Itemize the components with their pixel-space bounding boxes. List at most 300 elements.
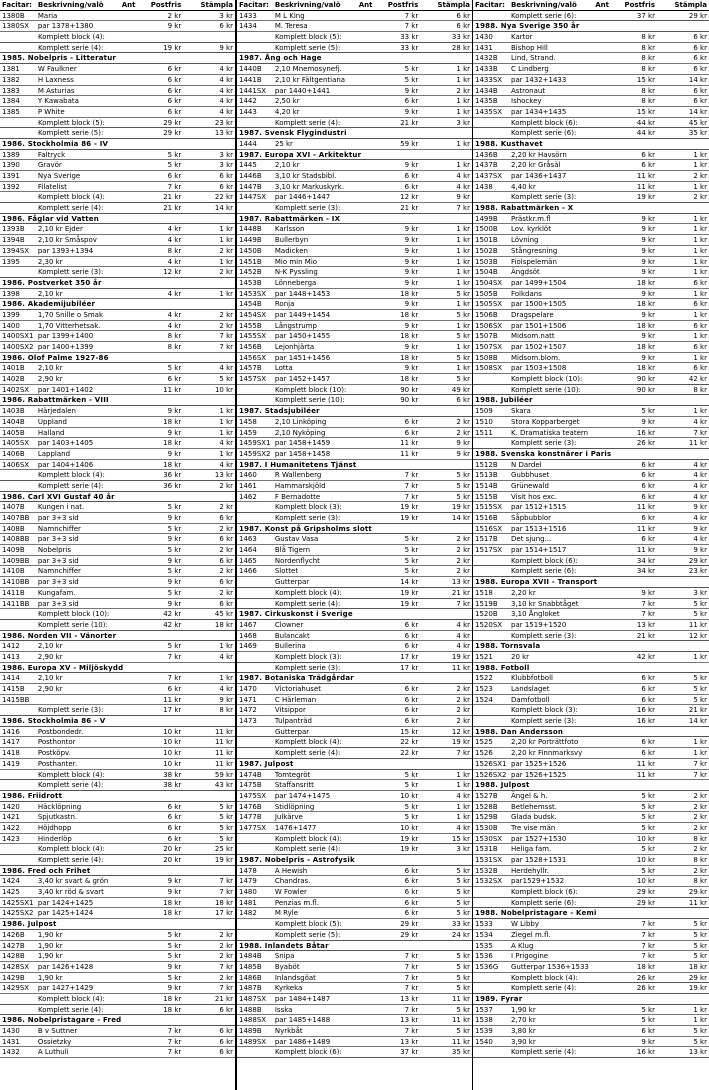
price-used: 9 kr [456, 193, 471, 202]
facit-number: 1421 [2, 813, 20, 822]
price-mint: 6 kr [167, 107, 182, 116]
quantity [356, 246, 375, 256]
description: par 1484+1487 [274, 994, 331, 1003]
facit-number: 1513B [475, 471, 498, 480]
price-mint: 5 kr [167, 161, 182, 170]
stamp-row [473, 823, 709, 834]
price-mint: 13 kr [400, 1037, 419, 1046]
price-used: 1 kr [456, 65, 471, 74]
price-used: 4 kr [693, 514, 707, 522]
facit-number: 1534 [475, 930, 493, 939]
description: Fiolspelemän [511, 257, 557, 266]
price-used: 8 kr [693, 385, 707, 394]
quantity [356, 930, 375, 940]
stamp-row [237, 620, 472, 631]
section-title: 1988. Fotboll [475, 663, 530, 672]
price-mint: 5 kr [641, 791, 655, 800]
price-used: 5 kr [219, 375, 234, 384]
quantity [119, 11, 138, 21]
section-title: 1989. Fyrar [475, 994, 523, 1003]
description: Hammarskjöld [274, 481, 326, 490]
facit-number: 1456B [239, 343, 262, 351]
price-mint: 37 kr [636, 11, 655, 20]
description: Byaböt [274, 962, 300, 971]
facit-number: 1503B [475, 257, 498, 266]
header-price-mint: Postfris [387, 1, 419, 9]
stamp-row [0, 331, 235, 342]
facit-number: 1454SX [239, 310, 267, 319]
stamp-row [473, 321, 709, 332]
facit-number: 1480 [239, 888, 257, 897]
facit-number: 1433B [475, 65, 498, 74]
stamp-row [237, 545, 472, 556]
price-mint: 18 kr [400, 289, 419, 298]
price-mint: 9 kr [641, 310, 655, 319]
stamp-row [473, 695, 709, 706]
section-heading [237, 53, 472, 64]
facit-number: 1407B [2, 503, 25, 512]
price-used: 7 kr [219, 332, 234, 341]
quantity [356, 64, 375, 74]
quantity [119, 641, 138, 651]
facit-number: 1487B [239, 984, 262, 993]
price-used: 11 kr [688, 620, 707, 629]
header-quantity: Ant [121, 1, 136, 9]
price-mint: 11 kr [163, 695, 182, 704]
quantity [592, 257, 611, 267]
section-title: 1986. Europa XV - Miljöskydd [2, 663, 124, 672]
stamp-row [473, 620, 709, 631]
price-mint: 90 kr [636, 375, 655, 384]
quantity [356, 1026, 375, 1036]
quantity [592, 64, 611, 74]
facit-number: 1529B [475, 813, 498, 822]
facit-number: 1430 [2, 1027, 20, 1035]
price-mint: 9 kr [167, 962, 182, 971]
stamp-row [0, 246, 235, 257]
facit-number: 1402SX [2, 385, 30, 394]
quantity [592, 481, 611, 491]
price-used: 8 kr [219, 706, 233, 715]
price-used: 12 kr [451, 727, 470, 736]
stamp-row [473, 941, 709, 952]
facit-number: 1446B [239, 172, 262, 180]
header-price-mint: Postfris [624, 1, 655, 9]
facit-number: 1478 [239, 866, 257, 875]
column-header-row [237, 0, 472, 11]
description: Komplett serie (5): [275, 43, 341, 52]
facit-number: 1474B [239, 770, 262, 779]
facit-number: 1516SX [475, 524, 503, 533]
price-used: 1 kr [456, 161, 471, 170]
total-row [237, 727, 472, 738]
price-mint: 26 kr [636, 439, 655, 448]
price-used: 1 kr [219, 257, 234, 266]
quantity [356, 652, 375, 662]
price-used: 1 kr [693, 749, 707, 758]
price-mint: 19 kr [400, 503, 419, 512]
description: Bullerina [274, 642, 306, 651]
stamp-row [237, 224, 472, 235]
stamp-row [0, 1026, 235, 1037]
quantity [356, 182, 375, 192]
price-mint: 11 kr [400, 449, 419, 458]
description: 4,40 kr [511, 182, 536, 191]
description: par 1401+1402 [37, 385, 94, 394]
quantity [356, 11, 375, 21]
stamp-row [0, 673, 235, 684]
stamp-row [473, 609, 709, 620]
price-mint: 6 kr [404, 877, 419, 886]
price-used: 5 kr [219, 823, 234, 832]
quantity [356, 86, 375, 96]
quantity [119, 823, 138, 833]
price-mint: 7 kr [404, 11, 419, 20]
description: Komplett serie (4): [511, 984, 577, 993]
header-price-mint: Postfris [150, 1, 182, 9]
quantity [592, 107, 611, 117]
facit-number: 1457SX [239, 375, 267, 384]
stamp-row [0, 107, 235, 118]
price-used: 5 kr [456, 332, 471, 341]
price-used: 45 kr [214, 610, 233, 619]
price-mint: 7 kr [404, 1027, 419, 1035]
price-used: 1 kr [219, 236, 234, 245]
quantity [119, 876, 138, 886]
description: Komplett block (10): [511, 375, 583, 384]
price-mint: 5 kr [641, 823, 655, 832]
description: Postbondedr. [37, 727, 84, 736]
facit-number: 1384 [2, 97, 20, 106]
price-mint: 6 kr [167, 813, 182, 822]
quantity [592, 823, 611, 833]
facit-number: 1486B [239, 973, 262, 982]
description: Chandras. [274, 877, 311, 886]
stamp-row [473, 834, 709, 845]
price-mint: 7 kr [641, 610, 655, 619]
price-used: 7 kr [219, 962, 234, 971]
price-used: 3 kr [219, 150, 234, 159]
description: Grünewald [511, 481, 549, 490]
header-price-used: Stämpla [674, 1, 707, 9]
description: R Wallenberg [274, 471, 322, 480]
quantity [356, 267, 375, 277]
price-used: 11 kr [214, 727, 234, 736]
facit-number: 1419 [2, 759, 20, 768]
price-mint: 6 kr [167, 375, 182, 384]
price-used: 4 kr [456, 631, 471, 640]
description: par 1425+1424 [37, 909, 94, 918]
price-mint: 18 kr [400, 332, 419, 341]
quantity [119, 737, 138, 747]
facit-number: 1453B [239, 278, 262, 287]
facit-number: 1395 [2, 257, 20, 266]
description: Komplett serie (4): [38, 204, 104, 213]
price-used: 5 kr [456, 909, 471, 918]
description: Komplett serie (3): [275, 204, 341, 213]
facit-number: 1392 [2, 182, 20, 191]
quantity [592, 1015, 611, 1025]
quantity [592, 182, 611, 192]
quantity [356, 951, 375, 961]
price-used: 1 kr [693, 214, 707, 223]
description: Skara [511, 407, 531, 416]
facit-number: 1411B [2, 588, 25, 597]
price-used: 11 kr [451, 663, 470, 672]
price-used: 11 kr [214, 759, 234, 768]
quantity [356, 887, 375, 897]
price-used: 5 kr [456, 289, 471, 298]
stamp-row [0, 502, 235, 513]
price-mint: 5 kr [641, 407, 655, 416]
stamp-row [237, 566, 472, 577]
quantity [356, 203, 375, 213]
stamp-row [237, 1037, 472, 1048]
price-used: 2 kr [219, 321, 234, 330]
price-used: 6 kr [693, 97, 707, 106]
quantity [119, 513, 138, 523]
facit-number: 1530B [475, 823, 498, 832]
price-mint: 10 kr [636, 856, 655, 864]
facit-number: 1415B [2, 685, 25, 693]
stamp-row [237, 278, 472, 289]
description: 2,10 Mnemosynefj. [274, 65, 342, 74]
price-used: 5 kr [693, 674, 707, 683]
description: Komplett serie (4): [38, 1005, 104, 1014]
quantity [119, 363, 138, 373]
price-mint: 5 kr [641, 813, 655, 822]
price-mint: 8 kr [641, 33, 655, 42]
column-header-row [473, 0, 709, 11]
section-title: 1988. Svenska konstnärer i Paris [475, 449, 612, 458]
price-mint: 6 kr [404, 898, 419, 907]
price-mint: 18 kr [636, 300, 655, 309]
stamp-row [237, 342, 472, 353]
stamp-row [237, 171, 472, 182]
section-heading [237, 673, 472, 684]
facit-number: 1485B [239, 962, 262, 971]
description: 1,70 Snille o Smak [37, 310, 104, 319]
section-heading [0, 1015, 235, 1026]
stamp-row [473, 673, 709, 684]
total-row [473, 1047, 709, 1058]
section-heading [0, 353, 235, 364]
price-used: 1 kr [219, 417, 234, 426]
facit-number: 1519B [475, 599, 498, 608]
quantity [592, 192, 611, 202]
price-mint: 6 kr [404, 182, 419, 191]
facit-number: 1471 [239, 695, 257, 704]
description: par1529+1532 [511, 877, 565, 886]
price-mint: 5 kr [641, 1005, 655, 1014]
price-used: 4 kr [219, 107, 234, 116]
price-mint: 10 kr [400, 823, 419, 832]
stamp-row [473, 812, 709, 823]
quantity [592, 566, 611, 576]
price-mint: 10 kr [163, 727, 182, 736]
price-mint: 4 kr [167, 257, 182, 266]
quantity [592, 502, 611, 512]
price-used: 4 kr [693, 417, 707, 426]
description: Komplett serie (5): [38, 129, 104, 138]
total-row [473, 898, 709, 909]
stamp-row [237, 331, 472, 342]
stamp-row [237, 962, 472, 973]
description: Bulancakt [274, 631, 310, 640]
price-mint: 5 kr [404, 65, 419, 74]
stamp-row [0, 534, 235, 545]
quantity [592, 962, 611, 972]
description: Komplett block (6): [511, 556, 578, 565]
stamp-row [473, 96, 709, 107]
stamp-row [237, 951, 472, 962]
stamp-row [237, 908, 472, 919]
description: par 1525+1526 [511, 759, 567, 768]
total-row [473, 438, 709, 449]
stamp-row [473, 1005, 709, 1016]
section-heading [237, 759, 472, 770]
quantity [592, 1026, 611, 1036]
stamp-row [0, 962, 235, 973]
stamp-row [237, 246, 472, 257]
facit-number: 1531SX [475, 856, 503, 864]
facit-number: 1417 [2, 738, 20, 747]
price-used: 6 kr [219, 556, 234, 565]
price-mint: 9 kr [404, 364, 419, 373]
stamp-row [0, 385, 235, 396]
quantity [356, 599, 375, 609]
price-used: 7 kr [693, 428, 707, 437]
facit-number: 1394B [2, 236, 25, 245]
section-title: 1987. Stadsjubiléer [239, 407, 320, 416]
total-row [0, 780, 235, 791]
price-used: 6 kr [219, 514, 234, 522]
price-mint: 18 kr [163, 898, 182, 907]
facit-number: 1458 [239, 417, 257, 426]
quantity [119, 759, 138, 769]
quantity [119, 321, 138, 331]
description: Komplett serie (3): [511, 439, 577, 448]
section-heading [0, 395, 235, 406]
price-used: 4 kr [219, 86, 234, 95]
price-used: 2 kr [693, 813, 707, 822]
description: Gutterpar [275, 578, 310, 587]
facit-number: 1423 [2, 834, 20, 843]
stamp-row [237, 96, 472, 107]
stamp-row [237, 812, 472, 823]
stamp-row [237, 438, 472, 449]
facit-number: 1440B [239, 65, 262, 74]
price-used: 5 kr [693, 952, 707, 961]
price-used: 1 kr [456, 364, 471, 373]
price-mint: 5 kr [404, 556, 419, 565]
description: Stora Kopparberget [511, 417, 580, 426]
facit-number: 1523 [475, 685, 493, 693]
quantity [356, 342, 375, 352]
price-mint: 6 kr [404, 685, 419, 693]
facit-number: 1464 [239, 546, 257, 555]
stamp-row [237, 492, 472, 503]
price-used: 13 kr [214, 471, 233, 480]
stamp-row [0, 898, 235, 909]
price-mint: 21 kr [163, 204, 182, 213]
section-heading [0, 919, 235, 930]
price-mint: 21 kr [636, 631, 655, 640]
quantity [356, 866, 375, 876]
price-mint: 19 kr [163, 43, 182, 52]
catalog-column [473, 0, 709, 1090]
facit-number: 1412 [2, 642, 20, 651]
facit-number: 1405B [2, 428, 25, 437]
section-heading [0, 214, 235, 225]
quantity [119, 812, 138, 822]
facit-number: 1428B [2, 952, 25, 961]
stamp-row [237, 310, 472, 321]
quantity [592, 1005, 611, 1015]
price-mint: 19 kr [400, 514, 419, 522]
description: 2,10 kr Fältgentiana [274, 75, 346, 84]
facit-number: 1429B [2, 973, 25, 982]
facit-number: 1516B [475, 514, 498, 522]
facit-number: 1520B [475, 610, 498, 619]
price-used: 5 kr [693, 685, 707, 693]
quantity [592, 385, 611, 395]
price-mint: 5 kr [641, 845, 655, 854]
quantity [119, 43, 138, 53]
description: par 1499+1504 [511, 278, 567, 287]
price-mint: 20 kr [163, 856, 182, 864]
description: 2,20 kr Porträttfoto [511, 738, 579, 747]
total-row [237, 385, 472, 396]
quantity [119, 673, 138, 683]
price-mint: 18 kr [636, 364, 655, 373]
description: 3,40 kr svart & grön [37, 877, 109, 886]
stamp-row [473, 951, 709, 962]
stamp-row [473, 460, 709, 471]
price-used: 4 kr [456, 172, 471, 180]
total-row [237, 32, 472, 43]
facit-number: 1460 [239, 471, 257, 480]
description: par 3+3 sid [37, 535, 79, 544]
section-title: 1986. Nobelpristagare - Fred [2, 1016, 122, 1025]
price-mint: 19 kr [400, 599, 419, 608]
price-mint: 9 kr [641, 1037, 655, 1046]
price-used: 5 kr [219, 834, 234, 843]
description: Komplett serie (5): [275, 930, 341, 939]
quantity [356, 449, 375, 459]
total-row [473, 716, 709, 727]
quantity [356, 748, 375, 758]
quantity [119, 417, 138, 427]
quantity [119, 556, 138, 566]
stamp-row [473, 534, 709, 545]
facit-number: 1514B [475, 481, 498, 490]
quantity [356, 898, 375, 908]
facit-number: 1526SX2 [475, 770, 507, 779]
price-used: 6 kr [693, 343, 707, 351]
description: Postköpv. [37, 749, 71, 758]
price-mint: 6 kr [404, 428, 419, 437]
total-row [473, 118, 709, 129]
price-used: 5 kr [456, 471, 471, 480]
quantity [356, 780, 375, 790]
stamp-row [473, 278, 709, 289]
facit-number: 1455B [239, 321, 262, 330]
description: 3,10 kr Stadsbibl. [274, 172, 337, 180]
quantity [119, 235, 138, 245]
facit-number: 1512B [475, 460, 498, 469]
price-used: 6 kr [219, 578, 234, 587]
